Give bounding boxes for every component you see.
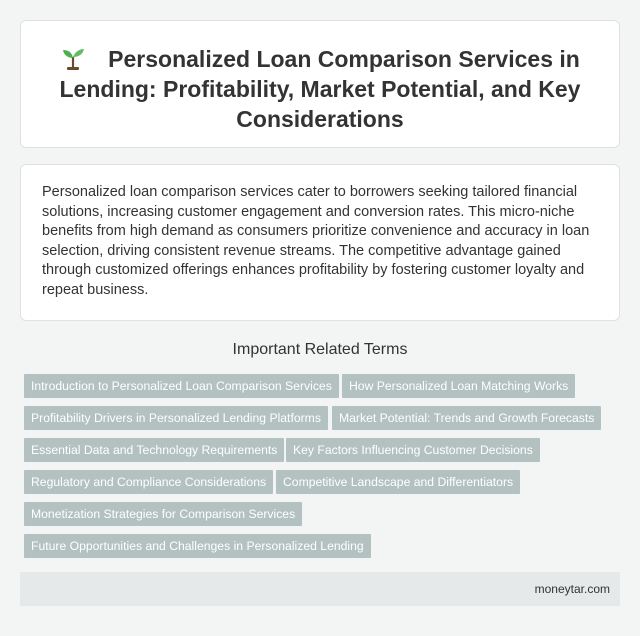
- related-term-tag[interactable]: Essential Data and Technology Requirements: [24, 438, 284, 462]
- related-term-tag[interactable]: Market Potential: Trends and Growth Forecasts: [332, 406, 601, 430]
- page-title: [51, 44, 589, 134]
- related-term-tag[interactable]: Competitive Landscape and Differentiators: [276, 470, 520, 494]
- description-text: Personalized loan comparison services cater to borrowers seeking tailored financial solutions, increasing customer engagement and conversion rates. This micro-niche benefits from high demand as consumers prioritize convenience and accuracy in loan selection, driving consistent revenue streams. The competitive advantage gained through customized offerings enhances profitability by fostering customer loyalty and repeat business.: [42, 184, 590, 298]
- title-card: [20, 20, 620, 148]
- related-terms-heading: Important Related Terms: [232, 341, 408, 358]
- related-term-tag[interactable]: Introduction to Personalized Loan Comparison Services: [24, 374, 339, 398]
- seedling-icon: [60, 46, 86, 70]
- description-card: [20, 164, 620, 321]
- related-term-tag[interactable]: Key Factors Influencing Customer Decisions: [286, 438, 540, 462]
- related-term-tag[interactable]: Profitability Drivers in Personalized Lending Platforms: [24, 406, 328, 430]
- page-title-text: Personalized Loan Comparison Services in Lending: Profitability, Market Potential, and Key Considerations: [59, 46, 581, 132]
- related-term-tag[interactable]: Future Opportunities and Challenges in Personalized Lending: [24, 534, 371, 558]
- related-term-tag[interactable]: Monetization Strategies for Comparison Services: [24, 502, 302, 526]
- footer-site-link[interactable]: moneytar.com: [534, 582, 610, 596]
- related-term-tag[interactable]: Regulatory and Compliance Considerations: [24, 470, 273, 494]
- footer: [20, 572, 620, 606]
- related-term-tag[interactable]: How Personalized Loan Matching Works: [342, 374, 575, 398]
